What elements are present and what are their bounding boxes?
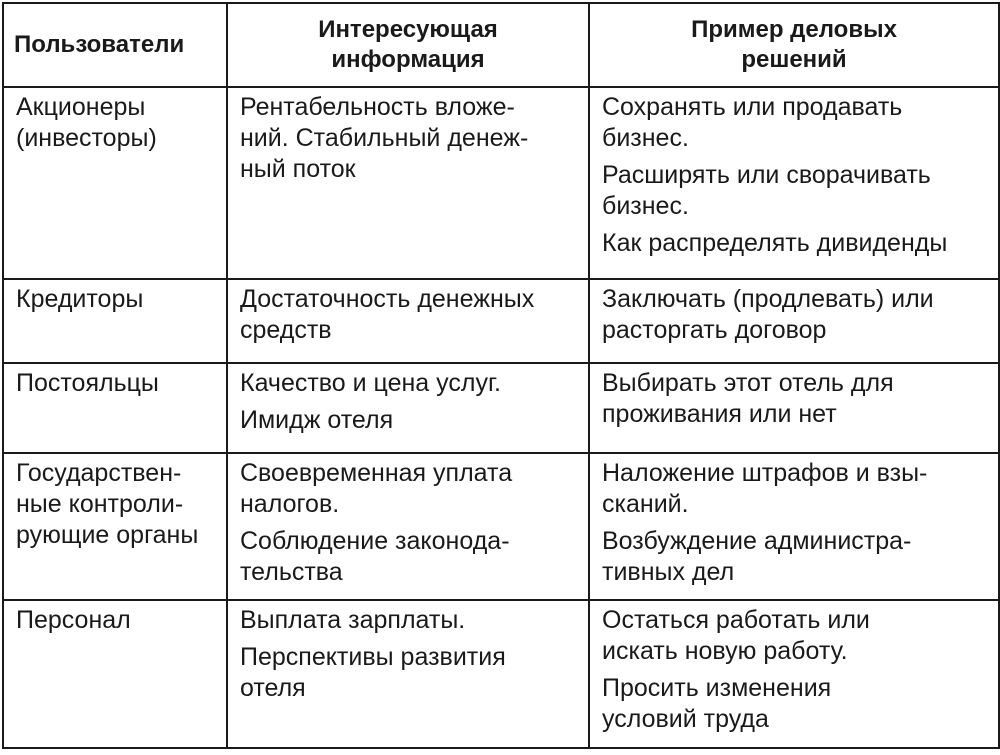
- decision-item: Наложение штрафов и взы- сканий.: [602, 459, 928, 518]
- info-item: Качество и цена услуг.: [240, 369, 501, 397]
- header-decisions: Пример деловых решений: [589, 3, 999, 87]
- user-label: Постояльцы: [16, 369, 159, 397]
- decision-item: Возбуждение администра- тивных дел: [602, 527, 912, 586]
- table-row: [3, 279, 999, 363]
- decisions-cell: [589, 363, 999, 453]
- user-cell: [3, 87, 227, 279]
- decisions-cell: [589, 87, 999, 279]
- table-row: [3, 600, 999, 748]
- info-cell: [227, 363, 589, 453]
- info-item: Достаточность денежных средств: [240, 285, 535, 344]
- table-row: [3, 87, 999, 279]
- user-label: Персонал: [16, 606, 131, 634]
- decision-item: Сохранять или продавать бизнес.: [602, 93, 903, 152]
- table-row: [3, 363, 999, 453]
- info-item: Перспективы развития отеля: [240, 643, 506, 702]
- table-row: [3, 453, 999, 600]
- users-info-table: [2, 2, 1000, 749]
- info-cell: [227, 453, 589, 600]
- decision-item: Расширять или сворачивать бизнес.: [602, 161, 931, 220]
- info-item: Своевременная уплата налогов.: [240, 459, 513, 518]
- info-item: Имидж отеля: [240, 406, 394, 434]
- decision-item: Как распределять дивиденды: [602, 229, 948, 257]
- header-info: Интересующая информация: [227, 3, 589, 87]
- info-item: Соблюдение законода- тельства: [240, 527, 510, 586]
- user-label: Кредиторы: [16, 285, 144, 313]
- decision-item: Остаться работать или искать новую работу.: [602, 606, 870, 665]
- info-cell: [227, 87, 589, 279]
- user-cell: [3, 453, 227, 600]
- decisions-cell: [589, 279, 999, 363]
- info-item: Выплата зарплаты.: [240, 606, 466, 634]
- header-row: [3, 3, 999, 87]
- user-label: Государствен- ные контроли- рующие органы: [16, 459, 199, 549]
- info-cell: [227, 279, 589, 363]
- decisions-cell: [589, 453, 999, 600]
- decision-item: Выбирать этот отель для проживания или нет: [602, 369, 894, 428]
- user-cell: [3, 279, 227, 363]
- header-users: Пользователи: [3, 3, 227, 87]
- info-item: Рентабельность вложе- ний. Стабильный денеж- ный поток: [240, 93, 529, 183]
- user-cell: [3, 600, 227, 748]
- decision-item: Просить изменения условий труда: [602, 674, 832, 733]
- decisions-cell: [589, 600, 999, 748]
- user-label: Акционеры (инвесторы): [16, 93, 157, 152]
- decision-item: Заключать (продлевать) или расторгать договор: [602, 285, 934, 344]
- info-cell: [227, 600, 589, 748]
- user-cell: [3, 363, 227, 453]
